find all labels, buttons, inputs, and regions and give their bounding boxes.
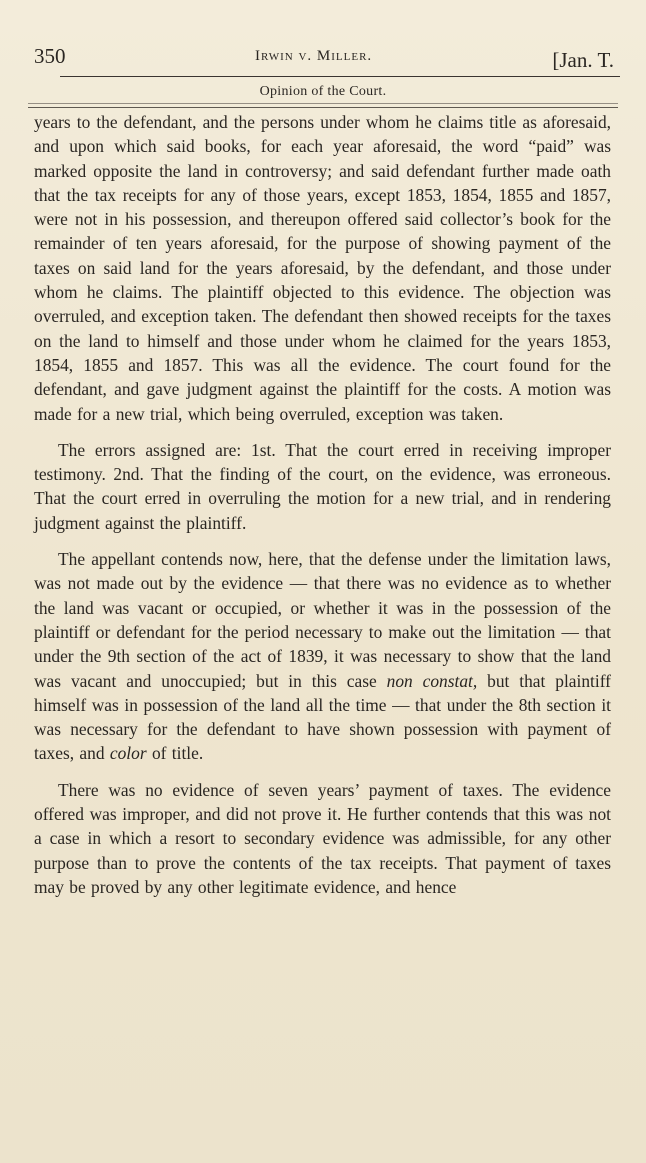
case-title: Irwin v. Miller. bbox=[255, 48, 373, 64]
paragraph-text: The appellant contends now, here, that the defense under the limitation laws, was not made out by the evidence — that there was no evidence as to whether the land was vacant or occupied, or whether it was in the possession of the plaintiff or defendant for the period necessary to make out the limitation — that under the 9th section of the act of 1839, it was necessary to show that the land was vacant and unoccupied; but in this case bbox=[34, 549, 611, 691]
header-rule bbox=[60, 76, 620, 77]
latin-phrase: non constat, bbox=[386, 670, 478, 691]
paragraph bbox=[34, 547, 611, 766]
paragraph bbox=[34, 438, 611, 535]
paragraph-text: The errors assigned are: 1st. That the court erred in receiving improper testimony. 2nd. That the finding of the court, on the evidence, was erroneous. That the court erred in overruling the motion for a new trial, and in rendering judgment against the plaintiff. bbox=[34, 439, 611, 533]
section-rule bbox=[28, 107, 618, 108]
paragraph-text: of title. bbox=[146, 743, 204, 764]
page-number: 350 bbox=[34, 44, 66, 68]
paragraph bbox=[34, 778, 611, 899]
opinion-text bbox=[34, 110, 611, 899]
section-label: Opinion of the Court. bbox=[259, 84, 387, 99]
paragraph bbox=[34, 110, 611, 426]
running-header bbox=[30, 44, 618, 78]
court-term: [Jan. T. bbox=[552, 48, 614, 72]
paragraph-text: but that plaintiff himself was in possession of the land all the time — that under the 8th section it was necessary for the defendant to have shown possession with payment of taxes, and bbox=[34, 670, 611, 764]
italic-term: color bbox=[109, 743, 147, 764]
paragraph-text: There was no evidence of seven years’ payment of taxes. The evidence offered was improper, and did not prove it. He further contends that this was not a case in which a resort to secondary evidence was admissible, for any other purpose than to prove the contents of the tax receipts. That payment of taxes may be proved by any other legitimate evidence, and hence bbox=[34, 779, 611, 897]
section-rule-thin bbox=[28, 103, 618, 104]
paragraph-text: years to the defendant, and the persons under whom he claims title as aforesaid, and upon which said books, for each year aforesaid, the word “paid” was marked opposite the land in controversy; and said defendant further made oath that the tax receipts for any of those years, except 1853, 1854, 1855 and 1857, were not in his possession, and thereupon offered said collector’s book for the remainder of ten years aforesaid, for the purpose of showing payment of the taxes on said land for the years aforesaid, by the defendant, and those under whom he claims. The plaintiff objected to this evidence. The objection was overruled, and exception taken. The defendant then showed receipts for the taxes on the land to himself and those under whom he claimed for the years 1853, 1854, 1855 and 1857. This was all the evidence. The court found for the defendant, and gave judgment against the plaintiff for the costs. A motion was made for a new trial, which being overruled, exception was taken. bbox=[34, 112, 611, 424]
